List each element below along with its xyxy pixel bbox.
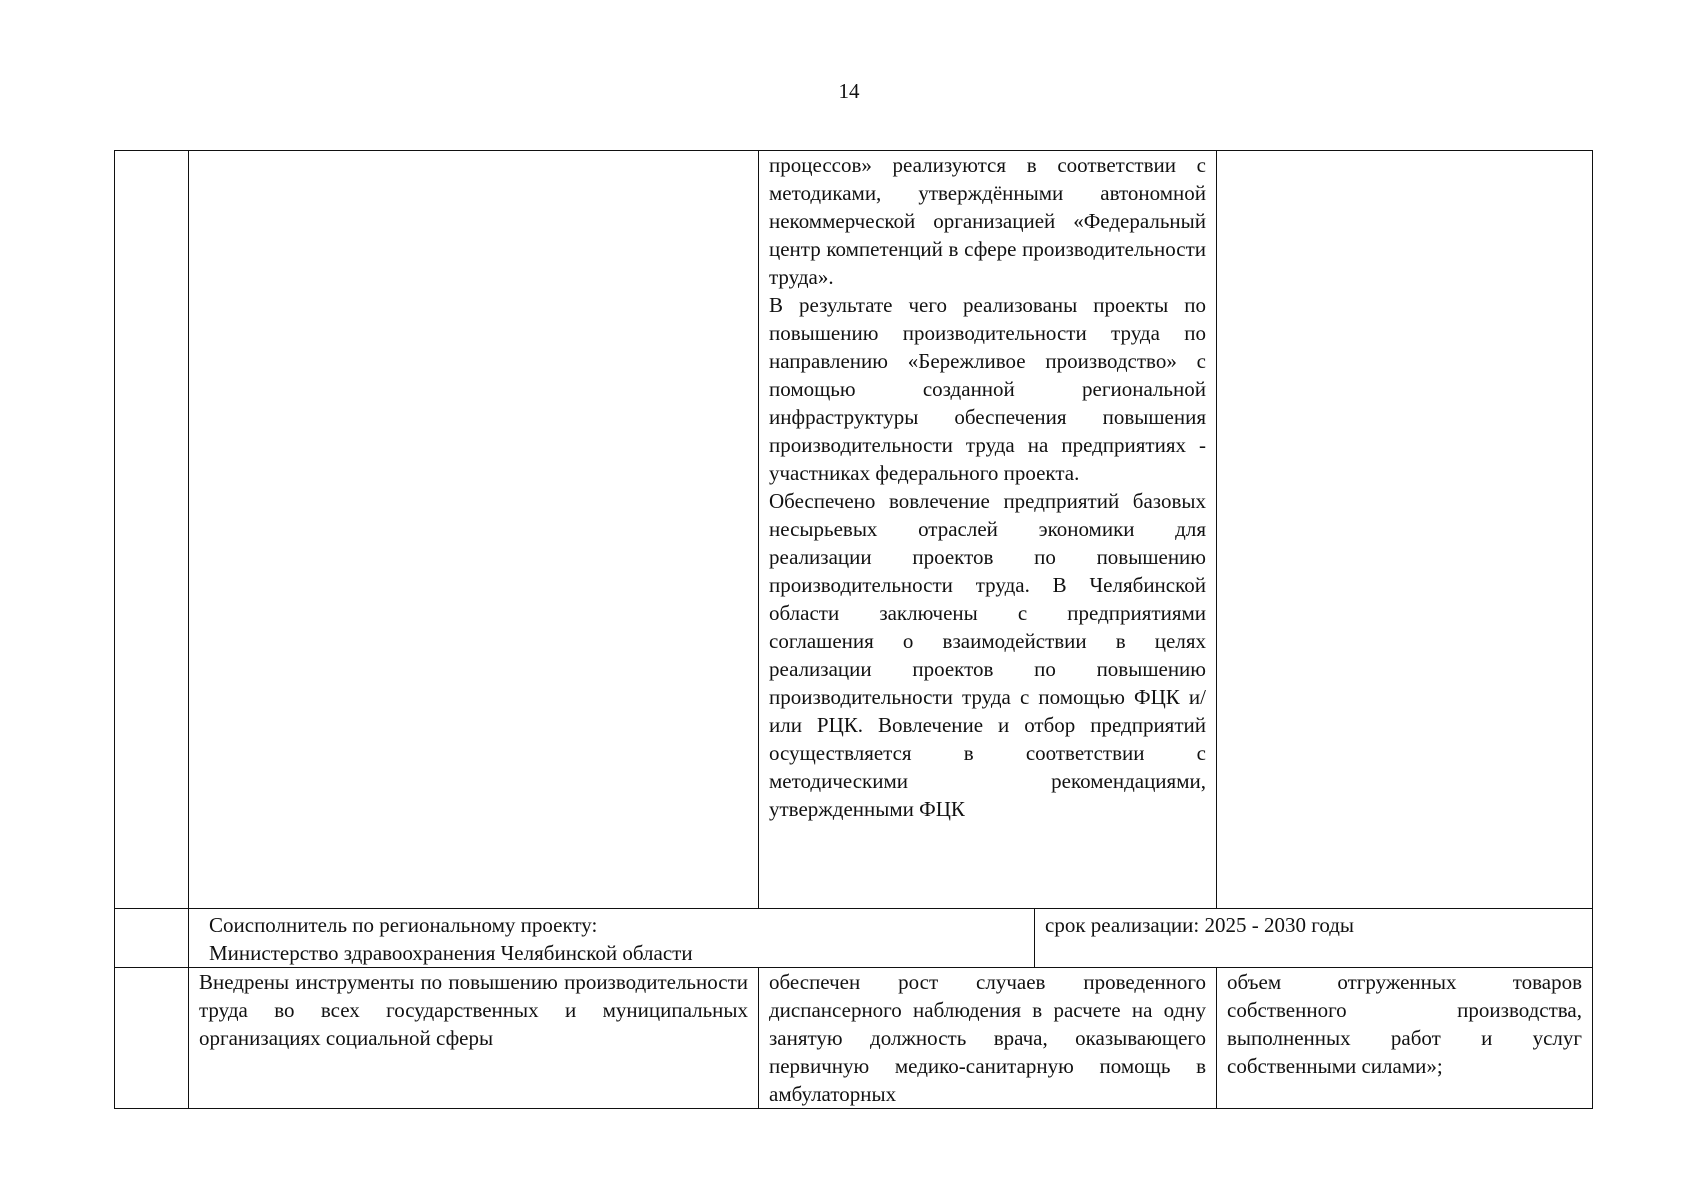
task-text: Внедрены инструменты по повышению производительности труда во всех государственных и муниципальных организациях социальной сферы	[199, 970, 748, 1050]
row-number-cell	[115, 968, 189, 1109]
term-block	[1035, 909, 1582, 967]
table-row-coexecutor	[115, 909, 1593, 968]
description-paragraph: В результате чего реализованы проекты по повышению производительности труда по направлению «Бережливое производство» с помощью созданной региональной инфраструктуры обеспечения повышения производительности труда на предприятиях - участниках федерального проекта.	[769, 293, 1206, 485]
coexecutor-cell	[189, 909, 1593, 968]
coexecutor-name: Министерство здравоохранения Челябинской области	[209, 941, 693, 965]
indicator-cell	[1217, 968, 1593, 1109]
task-cell	[189, 151, 759, 909]
indicator-text: объем отгруженных товаров собственного производства, выполненных работ и услуг собственными силами»;	[1227, 970, 1582, 1078]
description-paragraph: процессов» реализуются в соответствии с методиками, утверждёнными автономной некоммерческой организацией «Федеральный центр компетенций в сфере производительности труда».	[769, 153, 1206, 289]
project-table	[114, 150, 1593, 1109]
description-paragraph: Обеспечено вовлечение предприятий базовых несырьевых отраслей экономики для реализации проектов по повышению производительности труда. В Челябинской области заключены с предприятиями соглашения о взаимодействии в целях реализации проектов по повышению производительности труда с помощью ФЦК и/или РЦК. Вовлечение и отбор предприятий осуществляется в соответствии с методическими рекомендациями, утвержденными ФЦК	[769, 489, 1206, 821]
result-cell	[759, 968, 1217, 1109]
table-row-task	[115, 968, 1593, 1109]
table-row-continuation	[115, 151, 1593, 909]
coexecutor-block	[199, 909, 1035, 967]
coexecutor-label: Соисполнитель по региональному проекту:	[209, 913, 598, 937]
row-number-cell	[115, 909, 189, 968]
description-cell	[759, 151, 1217, 909]
task-cell	[189, 968, 759, 1109]
page-number: 14	[838, 79, 860, 103]
result-text: обеспечен рост случаев проведенного диспансерного наблюдения в расчете на одну занятую должность врача, оказывающего первичную медико-санитарную помощь в амбулаторных	[769, 970, 1206, 1106]
indicator-cell	[1217, 151, 1593, 909]
row-number-cell	[115, 151, 189, 909]
implementation-term: срок реализации: 2025 - 2030 годы	[1045, 913, 1355, 937]
